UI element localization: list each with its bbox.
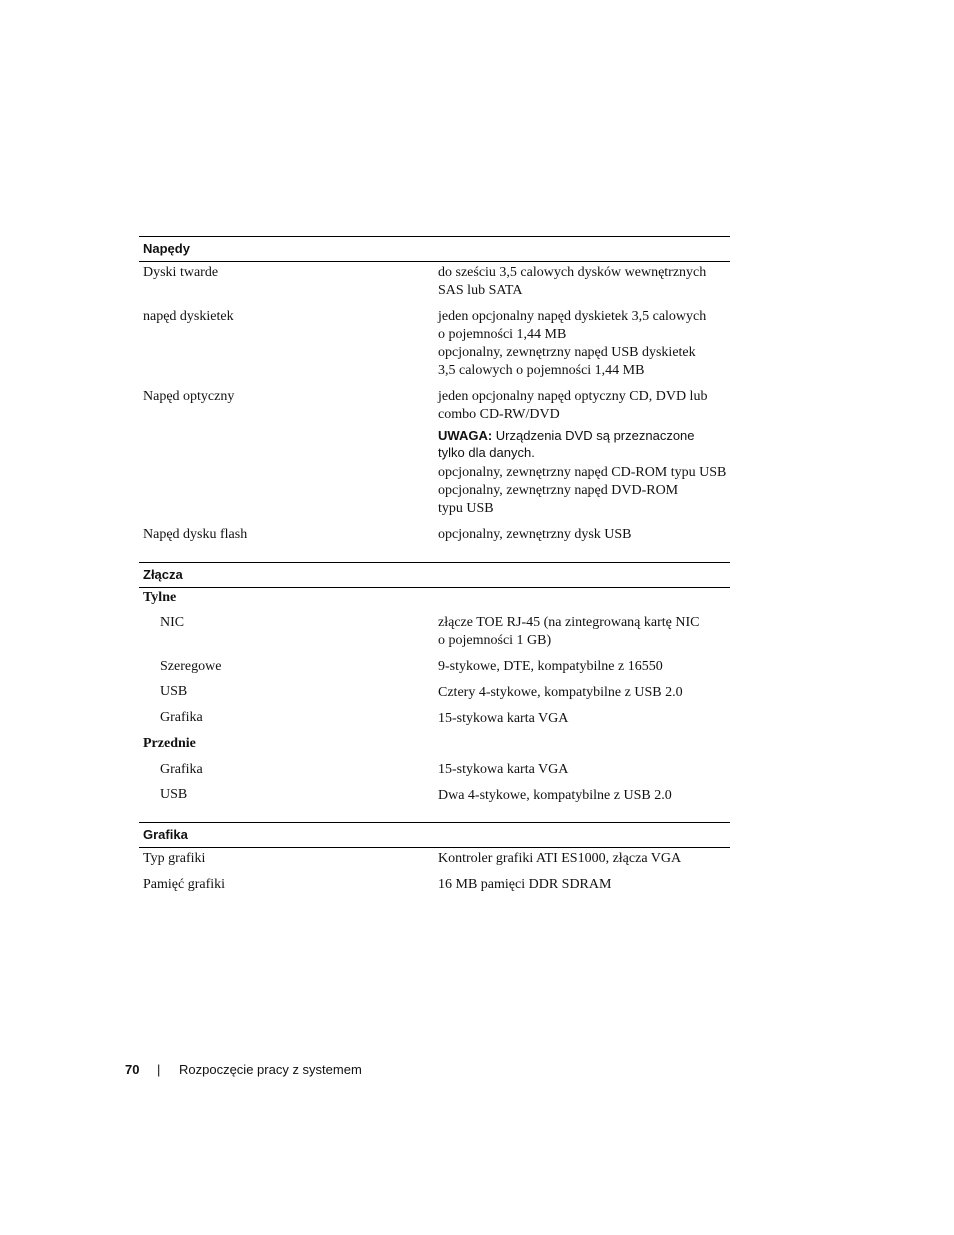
spec-value-flash: [438, 526, 730, 544]
note-label: UWAGA:: [438, 428, 493, 443]
value-line: jeden opcjonalny napęd dyskietek 3,5 calowych: [438, 309, 707, 324]
note-text: Urządzenia DVD są przeznaczone: [495, 428, 695, 443]
spec-label-graphics-memory: Pamięć grafiki: [143, 877, 226, 892]
spec-value-rear-usb: [438, 684, 730, 702]
section-header-drives: [139, 236, 730, 262]
value-line: Dwa 4-stykowe, kompatybilne z USB 2.0: [438, 788, 672, 803]
section-header-graphics: [139, 822, 730, 848]
spec-label-flash: Napęd dysku flash: [143, 527, 248, 542]
spec-label-rear-graphics: Grafika: [160, 710, 203, 725]
spec-value-optical: [438, 388, 730, 518]
spec-value-rear-graphics: [438, 710, 730, 728]
value-line: SAS lub SATA: [438, 283, 523, 298]
value-line: Cztery 4-stykowe, kompatybilne z USB 2.0: [438, 685, 683, 700]
value-line: 15-stykowa karta VGA: [438, 711, 569, 726]
note-box: [438, 427, 730, 461]
value-line: 3,5 calowych o pojemności 1,44 MB: [438, 363, 645, 378]
page-number: 70: [125, 1062, 140, 1077]
note-line: tylko dla danych.: [438, 445, 535, 460]
footer-separator: |: [157, 1062, 161, 1077]
spec-label-serial: Szeregowe: [160, 659, 222, 674]
value-line: o pojemności 1 GB): [438, 633, 552, 648]
footer-chapter-title: Rozpoczęcie pracy z systemem: [179, 1062, 362, 1077]
spec-label-optical: Napęd optyczny: [143, 389, 235, 404]
value-line: 9-stykowe, DTE, kompatybilne z 16550: [438, 659, 663, 674]
section-title: Grafika: [143, 827, 188, 842]
section-title: Złącza: [143, 567, 183, 582]
spec-value-floppy: [438, 308, 730, 380]
subsection-title-rear: Tylne: [143, 590, 177, 605]
section-title: Napędy: [143, 241, 190, 256]
value-line: combo CD-RW/DVD: [438, 407, 560, 422]
spec-value-serial: [438, 658, 730, 676]
value-line: typu USB: [438, 501, 494, 516]
value-line: opcjonalny, zewnętrzny napęd USB dyskietek: [438, 345, 696, 360]
spec-label-graphics-type: Typ grafiki: [143, 851, 206, 866]
value-line: 15-stykowa karta VGA: [438, 762, 569, 777]
value-line: opcjonalny, zewnętrzny napęd DVD-ROM: [438, 483, 679, 498]
value-line: Kontroler grafiki ATI ES1000, złącza VGA: [438, 851, 682, 866]
spec-label-front-graphics: Grafika: [160, 762, 203, 777]
spec-label-front-usb: USB: [160, 787, 188, 802]
section-header-connectors: [139, 562, 730, 588]
value-line: do sześciu 3,5 calowych dysków wewnętrznych: [438, 265, 707, 280]
spec-value-graphics-memory: [438, 876, 730, 894]
value-line: 16 MB pamięci DDR SDRAM: [438, 877, 612, 892]
spec-label-rear-usb: USB: [160, 684, 188, 699]
value-line: jeden opcjonalny napęd optyczny CD, DVD lub: [438, 389, 708, 404]
spec-value-nic: [438, 614, 730, 650]
value-line: opcjonalny, zewnętrzny napęd CD-ROM typu USB: [438, 465, 727, 480]
spec-label-nic: NIC: [160, 615, 185, 630]
value-line: o pojemności 1,44 MB: [438, 327, 567, 342]
note-line: [438, 427, 730, 444]
spec-value-front-usb: [438, 787, 730, 805]
spec-label-hard-drives: Dyski twarde: [143, 265, 219, 280]
spec-value-hard-drives: [438, 264, 730, 300]
spec-value-front-graphics: [438, 761, 730, 779]
spec-value-graphics-type: [438, 850, 730, 868]
spec-label-floppy: napęd dyskietek: [143, 309, 234, 324]
value-line: opcjonalny, zewnętrzny dysk USB: [438, 527, 632, 542]
subsection-title-front: Przednie: [143, 736, 196, 751]
value-line: złącze TOE RJ-45 (na zintegrowaną kartę NIC: [438, 615, 700, 630]
